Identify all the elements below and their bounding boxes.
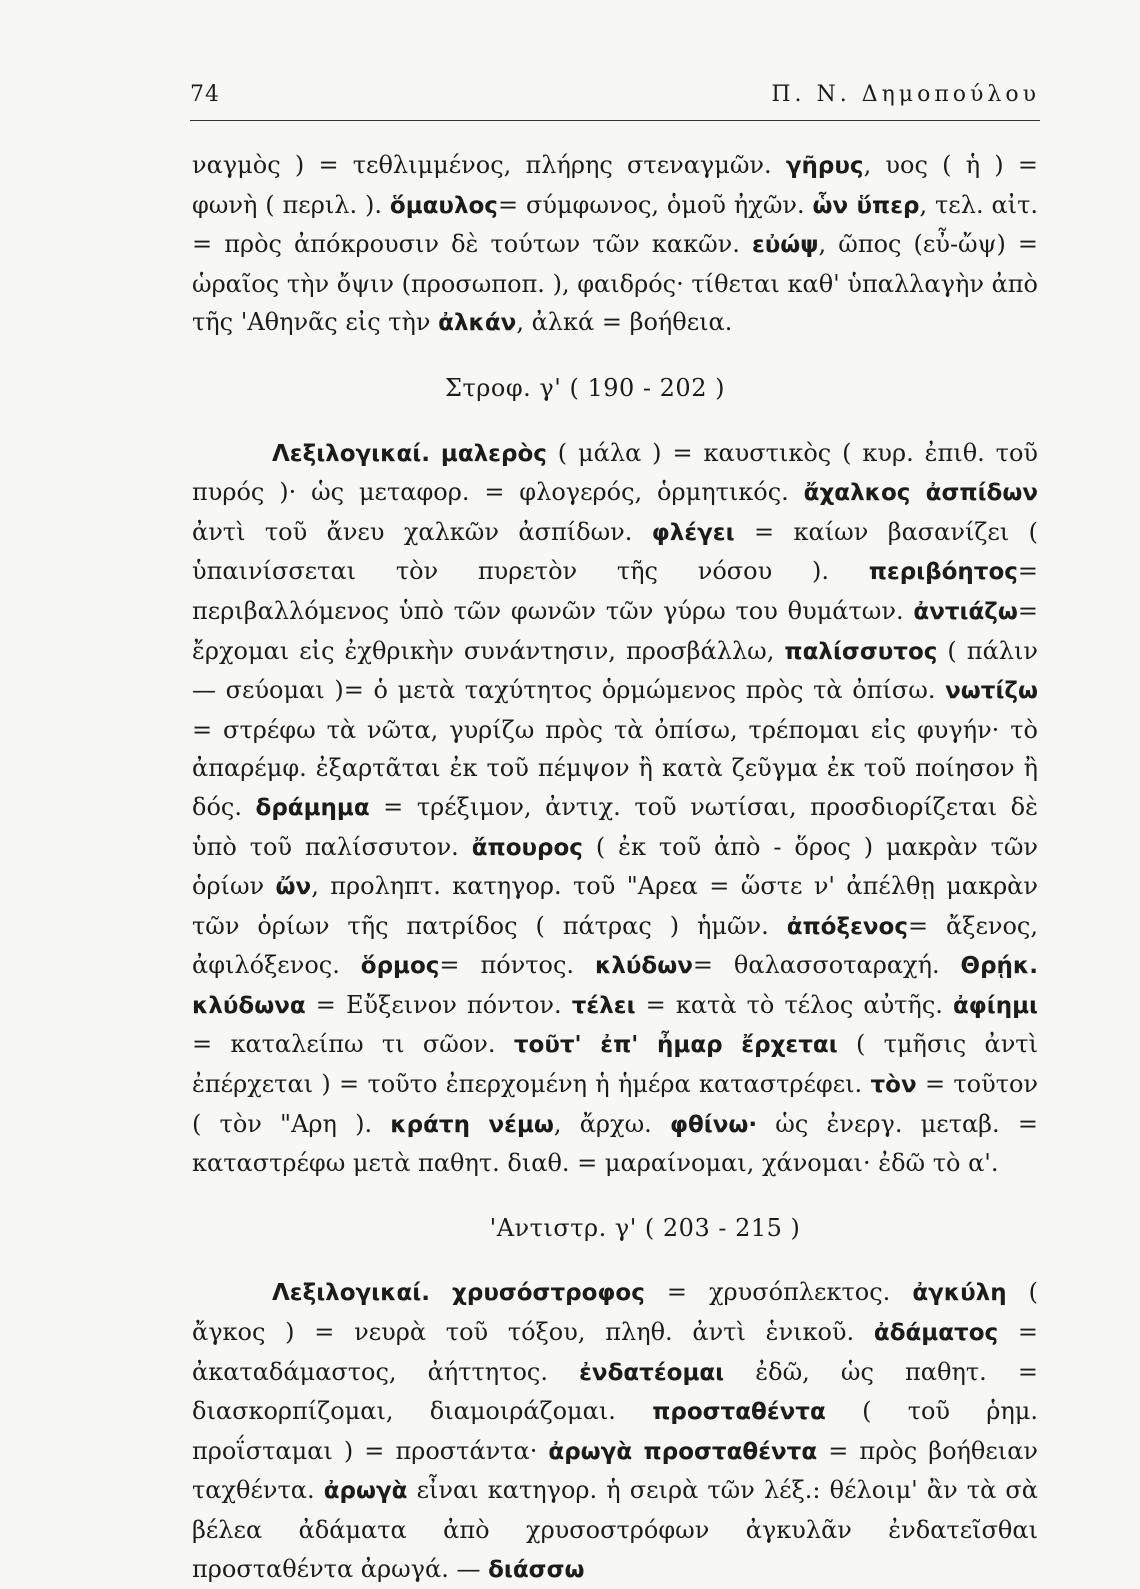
page-header — [190, 82, 1040, 114]
lemma: εὐώψ — [751, 232, 819, 259]
lemma: ὅμαυλος — [389, 192, 498, 219]
lemma: ἀγκύλη — [912, 1280, 1007, 1307]
lemma: ὅρμος — [360, 953, 440, 980]
paragraph-lexical-2 — [192, 1273, 1038, 1589]
text-run: ἐδῶ, ὡς παθητ. = διασκορπίζομαι, διαμοιράζομαι. — [192, 1357, 1038, 1426]
lemma: ἀλκάν — [438, 310, 517, 337]
lemma: ἀδάματος — [873, 1320, 999, 1347]
paragraph-continued — [192, 146, 1038, 343]
text-run: ἀντὶ τοῦ ἄνευ χαλκῶν ἀσπίδων. — [192, 517, 652, 546]
text-run: = τοῦτον ( τὸν "Αρη ). — [192, 1070, 1039, 1138]
section-label: Λεξιλογικαί. — [272, 1280, 430, 1307]
text-run: ( ἐκ τοῦ ἀπὸ - ὅρος ) μακρὰν τῶν ὁρίων — [192, 832, 1039, 901]
text-run — [430, 439, 441, 467]
lemma: κλύδων — [595, 953, 693, 980]
text-run: ναγμὸς ) = τεθλιμμένος, πλήρης στεναγμῶν. — [192, 151, 786, 179]
paragraph-lexical-1 — [192, 434, 1038, 1183]
text-run: , υος ( ἡ ) = φωνὴ ( περιλ. ). — [192, 151, 1039, 219]
text-run: ( τοῦ ῥημ. προΐσταμαι ) = προστάντα· — [192, 1397, 1039, 1465]
lemma: μαλερὸς — [440, 440, 547, 467]
lemma: ὤν — [275, 874, 312, 901]
lemma: διάσσω — [488, 1556, 585, 1583]
page-number: 74 — [190, 82, 220, 107]
lemma: ὧν ὕπερ — [812, 192, 920, 219]
text-run: ( ἄγκος ) = νευρὰ τοῦ τόξου, πληθ. ἀντὶ ἑνικοῦ. — [192, 1278, 1038, 1347]
lemma: ἀπόξενος — [786, 913, 908, 940]
page-body — [192, 146, 1038, 1589]
text-run: = καταλείπω τι σῶον. — [192, 1030, 514, 1059]
lemma: ἀρωγὰ προσταθέντα — [548, 1438, 818, 1465]
text-run: εἶναι κατηγορ. ἡ σειρὰ τῶν λέξ.: θέλοιμ' ἂν τὰ σὰ βέλεα ἀδάματα ἀπὸ χρυσοστρόφων ἀγκυλᾶν ἐνδατεῖσθαι προσταθέντα ἀρωγά. — — [192, 1476, 1038, 1583]
lemma: ἄπουρος — [471, 834, 583, 861]
text-run: ( πάλιν — σεύομαι )= ὁ μετὰ ταχύτητος ὁρμώμενος πρὸς τὰ ὀπίσω. — [192, 636, 1038, 705]
lemma: Θρῄκ. κλύδωνα — [192, 953, 1038, 1019]
text-run: ὡς ἐνεργ. μεταβ. = καταστρέφω μετὰ παθητ. διαθ. = μαραίνομαι, χάνομαι· ἐδῶ τὸ α'. — [192, 1109, 1038, 1178]
text-run: , ῶπος (εὖ-ὤψ) = ὡραῖος τὴν ὄψιν (προσωποπ. ), φαιδρός· τίθεται καθ' ὑπαλλαγὴν ἀπὸ τῆς 'Αθηνᾶς εἰς τὴν — [192, 230, 1038, 337]
text-run: = καίων βασανίζει ( ὑπαινίσσεται τὸν πυρετὸν τῆς νόσου ). — [192, 517, 1038, 586]
text-run: , ἄρχω. — [553, 1109, 670, 1138]
text-run: = πρὸς βοήθειαν ταχθέντα. — [192, 1436, 1038, 1505]
text-run: = Εὔξεινον πόντον. — [305, 990, 572, 1019]
lemma: φλέγει — [651, 519, 735, 546]
lemma: ἐνδατέομαι — [579, 1359, 725, 1386]
lemma: δράμημα — [255, 794, 370, 821]
text-run: = σύμφωνος, ὁμοῦ ἠχῶν. — [497, 190, 813, 219]
lemma: τέλει — [571, 992, 636, 1019]
text-run: = ἄξενος, ἀφιλόξενος. — [192, 911, 1038, 980]
text-run: , τελ. αἰτ. = πρὸς ἀπόκρουσιν δὲ τούτων τῶν κακῶν. — [192, 190, 1038, 259]
text-run: = πόντος. — [439, 951, 595, 980]
header-rule — [190, 120, 1040, 121]
lemma: ἀρωγὰ — [323, 1478, 408, 1505]
lemma: τοῦτ' ἐπ' ἦμαρ ἔρχεται — [513, 1032, 838, 1059]
text-run: ( τμῆσις ἀντὶ ἐπέρχεται ) = τοῦτο ἐπερχομένη ἡ ἡμέρα καταστρέφει. — [192, 1030, 1038, 1099]
section-label: Λεξιλογικαί. — [272, 440, 430, 467]
section-heading-strophe: Στροφ. γ' ( 190 - 202 ) — [445, 373, 725, 402]
text-run: , ἀλκά = βοήθεια. — [516, 308, 733, 337]
text-run: = χρυσόπλεκτος. — [644, 1278, 913, 1307]
text-run: ( μάλα ) = καυστικὸς ( κυρ. ἐπιθ. τοῦ πυρός )· ὡς μεταφορ. = φλογερός, ὁρμητικός. — [192, 438, 1038, 507]
lemma: κράτη νέμω — [390, 1111, 554, 1138]
lemma: τὸν — [870, 1072, 917, 1099]
lemma: ἀντιάζω — [913, 598, 1018, 625]
lemma: γῆρυς — [785, 153, 864, 179]
text-run: = θαλασσοταραχή. — [692, 951, 961, 980]
running-head: Π. Ν. Δημοπούλου — [771, 82, 1040, 107]
lemma: προσταθέντα — [652, 1399, 826, 1426]
lemma: χρυσόστροφος — [452, 1280, 645, 1307]
text-run — [430, 1278, 452, 1306]
text-run: = περιβαλλόμενος ὑπὸ τῶν φωνῶν τῶν γύρω του θυμάτων. — [192, 557, 1038, 625]
lemma: παλίσσυτος — [784, 638, 938, 665]
lemma: φθίνω· — [669, 1111, 758, 1138]
text-run: = κατὰ τὸ τέλος αὐτῆς. — [635, 990, 953, 1019]
text-run: , προληπτ. κατηγορ. τοῦ "Αρεα = ὥστε ν' ἀπέλθῃ μακρὰν τῶν ὁρίων τῆς πατρίδος ( πάτρας ) ἡμῶν. — [192, 872, 1038, 940]
lemma: περιβόητος — [868, 559, 1018, 586]
text-run: = στρέφω τὰ νῶτα, γυρίζω πρὸς τὰ ὀπίσω, τρέπομαι εἰς φυγήν· τὸ ἀπαρέμφ. ἐξαρτᾶται ἐκ τοῦ πέμψον ἢ κατὰ ζεῦγμα ἐκ τοῦ ποίησον ἢ δός. — [192, 715, 1038, 821]
section-heading-antistrophe: 'Αντιστρ. γ' ( 203 - 215 ) — [489, 1213, 801, 1242]
text-run: = ἀκαταδάμαστος, ἀήττητος. — [192, 1318, 1038, 1386]
text-run: = τρέξιμον, ἀντιχ. τοῦ νωτίσαι, προσδιορίζεται δὲ ὑπὸ τοῦ παλίσσυτον. — [192, 792, 1038, 861]
lemma: ἄχαλκος ἀσπίδων — [803, 480, 1038, 507]
lemma: ἀφίημι — [952, 992, 1038, 1019]
text-run: = ἔρχομαι εἰς ἐχθρικὴν συνάντησιν, προσβάλλω, — [192, 596, 1038, 665]
lemma: νωτίζω — [945, 678, 1038, 705]
